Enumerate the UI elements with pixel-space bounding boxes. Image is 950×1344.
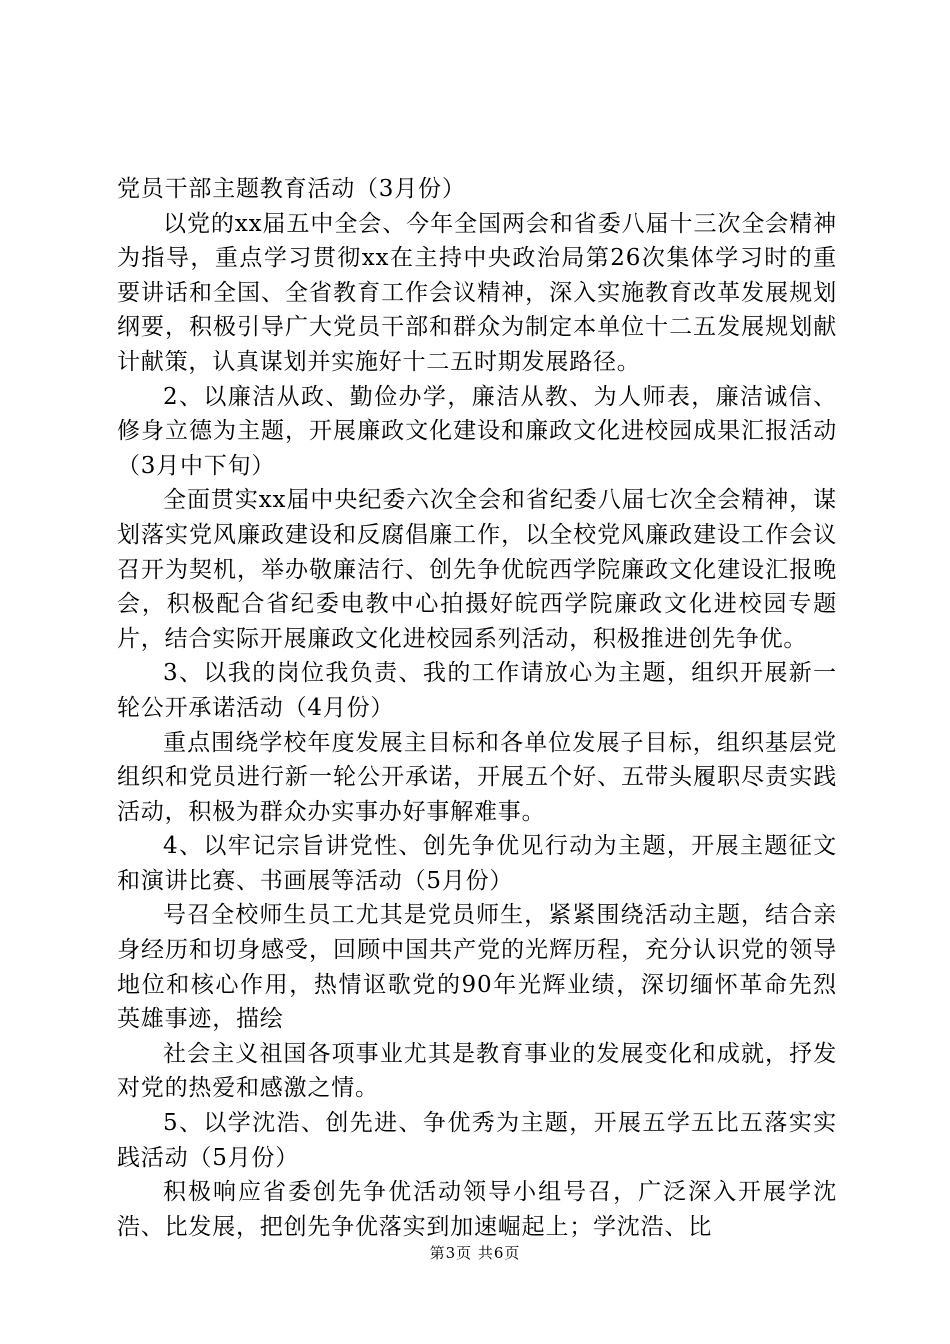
paragraph-2: 以党的xx届五中全会、今年全国两会和省委八届十三次全会精神为指导，重点学习贯彻xx在主持中央政治局第26次集体学习时的重要讲话和全国、全省教育工作会议精神，深入实施教育改革发展规划纲要，积极引导广大党员干部和群众为制定本单位十二五发展规划献计献策，认真谋划并实施好十二五时期发展路径。 (117, 210, 837, 375)
paragraph-6: 重点围绕学校年度发展主目标和各单位发展子目标，组织基层党组织和党员进行新一轮公开承诺，开展五个好、五带头履职尽责实践活动，积极为群众办实事办好事解难事。 (117, 729, 837, 825)
paragraph-8: 号召全校师生员工尤其是党员师生，紧紧围绕活动主题，结合亲身经历和切身感受，回顾中国共产党的光辉历程，充分认识党的领导地位和核心作用，热情讴歌党的90年光辉业绩，深切缅怀革命先烈英雄事迹，描绘 (117, 902, 837, 1033)
paragraph-1: 党员干部主题教育活动（3月份） (117, 176, 466, 202)
paragraph-3: 2、以廉洁从政、勤俭办学，廉洁从教、为人师表，廉洁诚信、修身立德为主题，开展廉政文化建设和廉政文化进校园成果汇报活动（3月中下旬） (117, 383, 837, 479)
paragraph-11: 积极响应省委创先争优活动领导小组号召，广泛深入开展学沈浩、比发展，把创先争优落实到加速崛起上；学沈浩、比 (117, 1179, 837, 1240)
paragraph-5: 3、以我的岗位我负责、我的工作请放心为主题，组织开展新一轮公开承诺活动（4月份） (117, 660, 837, 721)
paragraph-4: 全面贯实xx届中央纪委六次全会和省纪委八届七次全会精神，谋划落实党风廉政建设和反腐倡廉工作，以全校党风廉政建设工作会议召开为契机，举办敬廉洁行、创先争优皖西学院廉政文化建设汇报晚会，积极配合省纪委电教中心拍摄好皖西学院廉政文化进校园专题片，结合实际开展廉政文化进校园系列活动，积极推进创先争优。 (117, 487, 837, 652)
document-body (117, 172, 837, 1244)
paragraph-7: 4、以牢记宗旨讲党性、创先争优见行动为主题，开展主题征文和演讲比赛、书画展等活动（5月份） (117, 833, 837, 894)
page-footer: 第3页 共6页 (429, 1244, 521, 1262)
paragraph-9: 社会主义祖国各项事业尤其是教育事业的发展变化和成就，抒发对党的热爱和感激之情。 (117, 1040, 837, 1102)
paragraph-10: 5、以学沈浩、创先进、争优秀为主题，开展五学五比五落实实践活动（5月份） (117, 1110, 837, 1171)
